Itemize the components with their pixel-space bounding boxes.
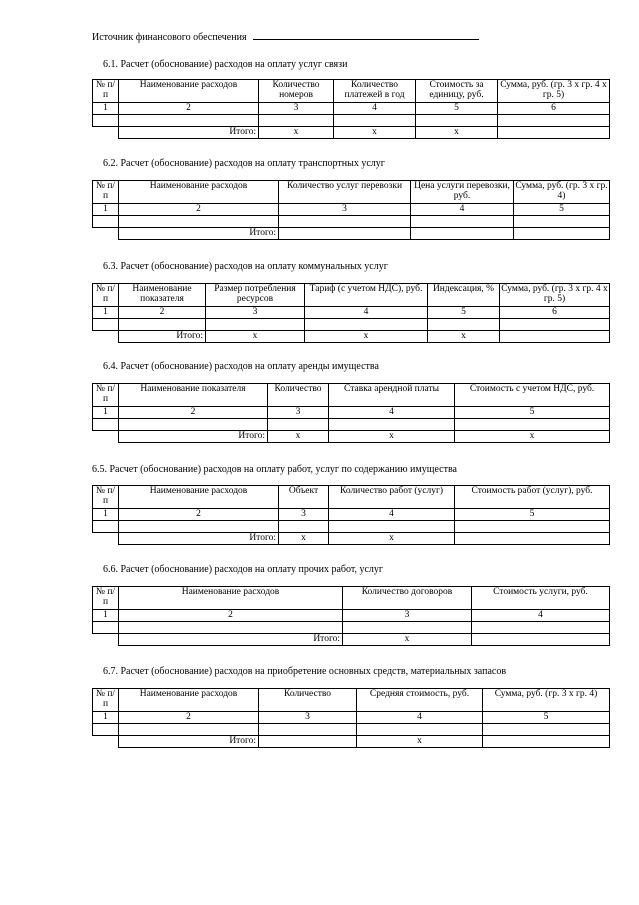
number-cell: 3: [343, 610, 472, 622]
column-number-row: [93, 610, 610, 622]
input-cell[interactable]: [343, 622, 472, 634]
input-cell[interactable]: [119, 724, 259, 736]
number-cell: 4: [357, 712, 483, 724]
empty-row: [93, 319, 610, 331]
total-cell: x: [455, 431, 610, 443]
number-cell: 4: [305, 307, 428, 319]
total-cell: x: [268, 431, 329, 443]
input-cell[interactable]: [514, 216, 610, 228]
blank-cell: [93, 331, 119, 343]
number-cell: 5: [428, 307, 500, 319]
empty-row: [93, 216, 610, 228]
number-cell: 5: [483, 712, 610, 724]
input-cell[interactable]: [268, 419, 329, 431]
header-cell: Сумма, руб. (гр. 3 х гр. 4): [514, 181, 610, 204]
table-6-4: [92, 383, 610, 443]
header-cell: № п/п: [93, 587, 119, 610]
input-cell[interactable]: [119, 319, 206, 331]
total-cell[interactable]: [472, 634, 610, 646]
total-row: [93, 634, 610, 646]
input-cell[interactable]: [334, 115, 416, 127]
table-header-row: [93, 689, 610, 712]
header-cell: Наименование показателя: [119, 384, 268, 407]
input-cell[interactable]: [119, 216, 279, 228]
table-6-1: [92, 79, 610, 139]
total-cell[interactable]: [498, 127, 610, 139]
total-label: Итого:: [119, 228, 279, 240]
column-number-row: [93, 307, 610, 319]
funding-source-line: [92, 30, 479, 43]
total-cell: x: [329, 533, 455, 545]
header-cell: Стоимость услуги, руб.: [472, 587, 610, 610]
input-cell[interactable]: [119, 115, 259, 127]
total-label: Итого:: [119, 634, 343, 646]
header-cell: Сумма, руб. (гр. 3 х гр. 4 х гр. 5): [500, 284, 610, 307]
number-cell: 2: [119, 307, 206, 319]
header-cell: Количество: [268, 384, 329, 407]
empty-row: [93, 622, 610, 634]
input-cell[interactable]: [93, 622, 119, 634]
number-cell: 1: [93, 103, 119, 115]
number-cell: 2: [119, 610, 343, 622]
empty-row: [93, 521, 610, 533]
input-cell[interactable]: [259, 115, 334, 127]
number-cell: 6: [500, 307, 610, 319]
empty-row: [93, 419, 610, 431]
input-cell[interactable]: [472, 622, 610, 634]
table-6-7: [92, 688, 610, 748]
input-cell[interactable]: [93, 319, 119, 331]
column-number-row: [93, 204, 610, 216]
table-header-row: [93, 587, 610, 610]
header-cell: Наименование расходов: [119, 486, 279, 509]
empty-row: [93, 724, 610, 736]
number-cell: 1: [93, 204, 119, 216]
blank-cell: [93, 431, 119, 443]
table-header-row: [93, 284, 610, 307]
input-cell[interactable]: [93, 521, 119, 533]
header-cell: Тариф (с учетом НДС), руб.: [305, 284, 428, 307]
header-cell: Наименование расходов: [119, 80, 259, 103]
input-cell[interactable]: [93, 724, 119, 736]
number-cell: 1: [93, 712, 119, 724]
number-cell: 2: [119, 407, 268, 419]
blank-cell: [93, 228, 119, 240]
table-6-5: [92, 485, 610, 545]
input-cell[interactable]: [119, 622, 343, 634]
header-cell: Наименование расходов: [119, 181, 279, 204]
number-cell: 4: [329, 407, 455, 419]
section-6-7-title: 6.7. Расчет (обоснование) расходов на приобретение основных средств, материальных запасов: [103, 666, 507, 677]
number-cell: 1: [93, 509, 119, 521]
number-cell: 4: [329, 509, 455, 521]
header-cell: Размер потребления ресурсов: [206, 284, 305, 307]
total-cell: x: [334, 127, 416, 139]
section-6-6-title: 6.6. Расчет (обоснование) расходов на оплату прочих работ, услуг: [103, 564, 383, 575]
number-cell: 3: [259, 712, 357, 724]
total-cell: x: [279, 533, 329, 545]
total-cell: x: [206, 331, 305, 343]
number-cell: 2: [119, 509, 279, 521]
number-cell: 3: [259, 103, 334, 115]
header-cell: Наименование показателя: [119, 284, 206, 307]
total-cell: x: [259, 127, 334, 139]
total-row: [93, 431, 610, 443]
header-cell: № п/п: [93, 384, 119, 407]
header-cell: Количество работ (услуг): [329, 486, 455, 509]
section-6-5-title: 6.5. Расчет (обоснование) расходов на оплату работ, услуг по содержанию имущества: [92, 464, 457, 475]
column-number-row: [93, 103, 610, 115]
number-cell: 4: [411, 204, 514, 216]
header-cell: Сумма, руб. (гр. 3 х гр. 4): [483, 689, 610, 712]
column-number-row: [93, 407, 610, 419]
header-cell: Количество: [259, 689, 357, 712]
number-cell: 5: [455, 407, 610, 419]
total-cell: x: [428, 331, 500, 343]
total-cell: x: [329, 431, 455, 443]
header-cell: № п/п: [93, 181, 119, 204]
input-cell[interactable]: [500, 319, 610, 331]
table-header-row: [93, 80, 610, 103]
number-cell: 1: [93, 610, 119, 622]
total-row: [93, 736, 610, 748]
total-label: Итого:: [119, 127, 259, 139]
funding-source-field[interactable]: [253, 30, 479, 40]
section-6-2-title: 6.2. Расчет (обоснование) расходов на оплату транспортных услуг: [103, 158, 385, 169]
header-cell: Количество услуг перевозки: [279, 181, 411, 204]
number-cell: 6: [498, 103, 610, 115]
number-cell: 1: [93, 407, 119, 419]
total-cell: x: [343, 634, 472, 646]
header-cell: Наименование расходов: [119, 689, 259, 712]
total-label: Итого:: [119, 431, 268, 443]
total-cell[interactable]: [411, 228, 514, 240]
blank-cell: [93, 127, 119, 139]
column-number-row: [93, 509, 610, 521]
total-cell: x: [416, 127, 498, 139]
header-cell: Сумма, руб. (гр. 3 х гр. 4 х гр. 5): [498, 80, 610, 103]
section-6-3-title: 6.3. Расчет (обоснование) расходов на оплату коммунальных услуг: [103, 261, 388, 272]
table-header-row: [93, 486, 610, 509]
header-cell: Индексация, %: [428, 284, 500, 307]
header-cell: Стоимость с учетом НДС, руб.: [455, 384, 610, 407]
header-cell: № п/п: [93, 689, 119, 712]
input-cell[interactable]: [93, 115, 119, 127]
total-row: [93, 533, 610, 545]
input-cell[interactable]: [93, 419, 119, 431]
header-cell: Стоимость за единицу, руб.: [416, 80, 498, 103]
blank-cell: [93, 736, 119, 748]
header-cell: Количество платежей в год: [334, 80, 416, 103]
number-cell: 4: [334, 103, 416, 115]
blank-cell: [93, 533, 119, 545]
input-cell[interactable]: [416, 115, 498, 127]
number-cell: 5: [514, 204, 610, 216]
input-cell[interactable]: [329, 419, 455, 431]
input-cell[interactable]: [259, 724, 357, 736]
table-header-row: [93, 181, 610, 204]
header-cell: № п/п: [93, 486, 119, 509]
number-cell: 2: [119, 103, 259, 115]
header-cell: Стоимость работ (услуг), руб.: [455, 486, 610, 509]
input-cell[interactable]: [119, 419, 268, 431]
number-cell: 1: [93, 307, 119, 319]
input-cell[interactable]: [411, 216, 514, 228]
number-cell: 3: [279, 204, 411, 216]
number-cell: 5: [416, 103, 498, 115]
input-cell[interactable]: [206, 319, 305, 331]
table-header-row: [93, 384, 610, 407]
input-cell[interactable]: [428, 319, 500, 331]
table-6-3: [92, 283, 610, 343]
table-6-6: [92, 586, 610, 646]
input-cell[interactable]: [329, 521, 455, 533]
input-cell[interactable]: [93, 216, 119, 228]
header-cell: Количество договоров: [343, 587, 472, 610]
total-cell[interactable]: [514, 228, 610, 240]
total-row: [93, 127, 610, 139]
number-cell: 5: [455, 509, 610, 521]
blank-cell: [93, 634, 119, 646]
total-cell: x: [357, 736, 483, 748]
total-cell[interactable]: [279, 228, 411, 240]
header-cell: Наименование расходов: [119, 587, 343, 610]
header-cell: № п/п: [93, 284, 119, 307]
input-cell[interactable]: [279, 216, 411, 228]
total-label: Итого:: [119, 736, 259, 748]
input-cell[interactable]: [357, 724, 483, 736]
number-cell: 3: [206, 307, 305, 319]
total-cell: x: [305, 331, 428, 343]
funding-source-label: Источник финансового обеспечения: [92, 32, 247, 43]
input-cell[interactable]: [455, 419, 610, 431]
number-cell: 4: [472, 610, 610, 622]
header-cell: Объект: [279, 486, 329, 509]
number-cell: 3: [268, 407, 329, 419]
total-label: Итого:: [119, 331, 206, 343]
total-row: [93, 228, 610, 240]
header-cell: № п/п: [93, 80, 119, 103]
input-cell[interactable]: [305, 319, 428, 331]
section-6-4-title: 6.4. Расчет (обоснование) расходов на оплату аренды имущества: [103, 361, 379, 372]
header-cell: Цена услуги перевозки, руб.: [411, 181, 514, 204]
input-cell[interactable]: [119, 521, 279, 533]
input-cell[interactable]: [279, 521, 329, 533]
column-number-row: [93, 712, 610, 724]
total-row: [93, 331, 610, 343]
header-cell: Количество номеров: [259, 80, 334, 103]
total-cell[interactable]: [455, 533, 610, 545]
number-cell: 3: [279, 509, 329, 521]
total-cell[interactable]: [259, 736, 357, 748]
header-cell: Ставка арендной платы: [329, 384, 455, 407]
total-cell[interactable]: [483, 736, 610, 748]
table-6-2: [92, 180, 610, 240]
number-cell: 2: [119, 712, 259, 724]
total-label: Итого:: [119, 533, 279, 545]
header-cell: Средняя стоимость, руб.: [357, 689, 483, 712]
empty-row: [93, 115, 610, 127]
total-cell[interactable]: [500, 331, 610, 343]
input-cell[interactable]: [483, 724, 610, 736]
input-cell[interactable]: [455, 521, 610, 533]
number-cell: 2: [119, 204, 279, 216]
section-6-1-title: 6.1. Расчет (обоснование) расходов на оплату услуг связи: [103, 59, 348, 70]
input-cell[interactable]: [498, 115, 610, 127]
